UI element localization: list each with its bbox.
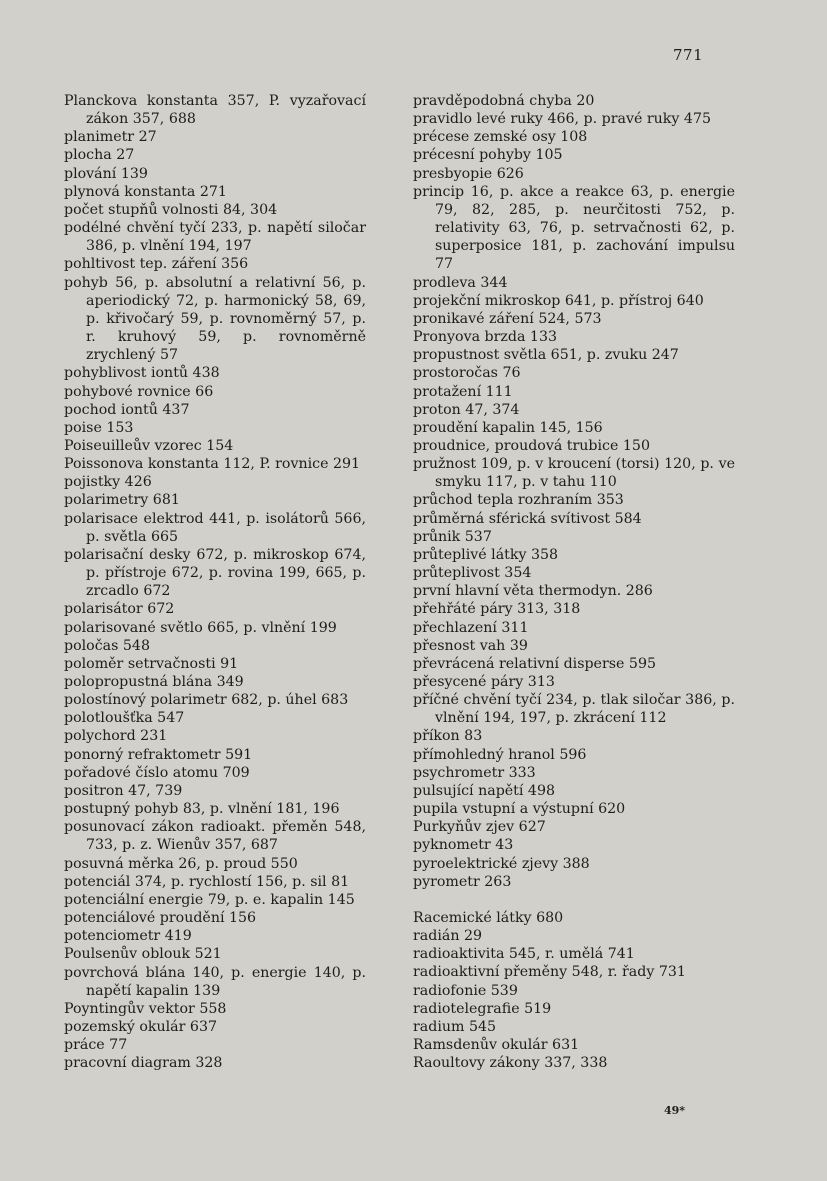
index-entry: pozemský okulár 637 [64, 1018, 217, 1035]
index-entry: potenciometr 419 [64, 928, 192, 945]
index-entry: radián 29 [413, 928, 483, 945]
index-entry: pravděpodobná chyba 20 [413, 93, 595, 109]
index-entry: radium 545 [413, 1018, 497, 1035]
index-entry: polarisační desky 672, p. mikroskop 674, p. přístroje 672, p. rovina 199, 665, p. zrcadlo 672 [64, 546, 366, 600]
index-entry: précesní pohyby 105 [413, 147, 563, 164]
index-entry: polychord 231 [64, 728, 168, 745]
index-entry: protažení 111 [413, 383, 513, 400]
index-entry: přechlazení 311 [413, 619, 529, 636]
index-entry: projekční mikroskop 641, p. přístroj 640 [413, 292, 704, 309]
index-entry: přesnost vah 39 [413, 637, 528, 654]
index-entry: poloměr setrvačnosti 91 [64, 655, 239, 672]
index-entry: presbyopie 626 [413, 165, 524, 182]
index-entry: proudnice, proudová trubice 150 [413, 437, 650, 454]
index-entry: průteplivé látky 358 [413, 546, 559, 563]
index-entry: Poyntingův vektor 558 [64, 1000, 227, 1017]
index-entry: poise 153 [64, 419, 134, 436]
index-entry: Planckova konstanta 357, P. vyzařovací zákon 357, 688 [64, 93, 366, 128]
index-entry: průteplivost 354 [413, 565, 532, 582]
index-entry: pochod iontů 437 [64, 401, 190, 418]
index-entry: příkon 83 [413, 728, 483, 745]
index-entry: pyrometr 263 [413, 873, 512, 890]
index-entry: potenciálové proudění 156 [64, 910, 257, 927]
index-entry: pulsující napětí 498 [413, 782, 556, 799]
index-entry: polarimetry 681 [64, 492, 180, 509]
index-entry: průchod tepla rozhraním 353 [413, 492, 624, 509]
index-entry: převrácená relativní disperse 595 [413, 655, 657, 672]
index-entry: psychrometr 333 [413, 764, 536, 781]
index-entry: postupný pohyb 83, p. vlnění 181, 196 [64, 801, 340, 818]
index-column-left [64, 92, 366, 1072]
index-entry: planimetr 27 [64, 129, 157, 146]
index-entry: Poiseuilleův vzorec 154 [64, 437, 234, 454]
index-entry: první hlavní věta thermodyn. 286 [413, 583, 653, 600]
index-entry: radioaktivní přeměny 548, r. řady 731 [413, 964, 686, 981]
index-entry: pořadové číslo atomu 709 [64, 764, 250, 781]
index-entry: ponorný refraktometr 591 [64, 746, 253, 763]
index-entry: počet stupňů volnosti 84, 304 [64, 201, 278, 218]
index-entry: propustnost světla 651, p. zvuku 247 [413, 347, 679, 364]
index-entry: poločas 548 [64, 637, 150, 654]
index-entry: pyknometr 43 [413, 837, 514, 854]
index-entry: Poulsenův oblouk 521 [64, 946, 222, 963]
index-entry: práce 77 [64, 1037, 128, 1054]
index-entry: Racemické látky 680 [413, 909, 564, 926]
index-entry: posunovací zákon radioakt. přeměn 548, 733, p. z. Wienův 357, 687 [64, 819, 366, 854]
index-entry: plování 139 [64, 165, 148, 182]
index-entry: proudění kapalin 145, 156 [413, 419, 603, 436]
index-entry: radioaktivita 545, r. umělá 741 [413, 946, 635, 963]
index-entry: positron 47, 739 [64, 782, 183, 799]
index-entry: pravidlo levé ruky 466, p. pravé ruky 475 [413, 111, 712, 128]
printer-signature-mark: 49* [664, 1104, 686, 1117]
index-entry: průměrná sférická svítivost 584 [413, 510, 642, 527]
index-entry: Purkyňův zjev 627 [413, 819, 546, 836]
index-entry: proton 47, 374 [413, 401, 520, 418]
index-entry: précese zemské osy 108 [413, 129, 588, 146]
index-entry: polopropustná blána 349 [64, 674, 244, 690]
index-entry: plocha 27 [64, 147, 135, 164]
index-entry: posuvná měrka 26, p. proud 550 [64, 855, 298, 872]
index-entry: plynová konstanta 271 [64, 183, 227, 200]
index-entry: přímohledný hranol 596 [413, 746, 587, 763]
index-entry: Pronyova brzda 133 [413, 329, 558, 346]
index-entry: povrchová blána 140, p. energie 140, p. napětí kapalin 139 [64, 964, 366, 999]
index-entry: pracovní diagram 328 [64, 1055, 223, 1072]
index-entry: pružnost 109, p. v kroucení (torsi) 120, p. ve smyku 117, p. v tahu 110 [413, 456, 735, 491]
index-entry: polotloušťka 547 [64, 710, 185, 727]
index-entry: potenciální energie 79, p. e. kapalin 145 [64, 891, 355, 908]
index-column-right [413, 92, 735, 1072]
index-entry: pohyb 56, p. absolutní a relativní 56, p. aperiodický 72, p. harmonický 58, 69, p. křivočarý 59, p. rovnoměrný 57, p. r. kruhový 59, p. rovnoměrně zrychlený 57 [64, 274, 366, 364]
index-entry: pohybové rovnice 66 [64, 383, 214, 400]
index-entry: Poissonova konstanta 112, P. rovnice 291 [64, 456, 361, 473]
index-entry: Ramsdenův okulár 631 [413, 1036, 580, 1053]
index-entry: princip 16, p. akce a reakce 63, p. energie 79, 82, 285, p. neurčitosti 752, p. relativity 63, 76, p. setrvačnosti 62, p. superposice 181, p. zachování impulsu 77 [413, 183, 735, 273]
index-entry: Raoultovy zákony 337, 338 [413, 1055, 608, 1072]
index-entry: přehřáté páry 313, 318 [413, 601, 581, 618]
index-entry: pohltivost tep. záření 356 [64, 256, 249, 273]
index-entry: polarisace elektrod 441, p. isolátorů 566, p. světla 665 [64, 510, 366, 545]
index-entry: pohyblivost iontů 438 [64, 365, 220, 382]
index-entry: pojistky 426 [64, 474, 152, 491]
index-entry: prodleva 344 [413, 274, 508, 291]
index-entry: příčné chvění tyčí 234, p. tlak siločar 386, p. vlnění 194, 197, p. zkrácení 112 [413, 692, 735, 727]
index-entry: pupila vstupní a výstupní 620 [413, 801, 626, 818]
index-entry: přesycené páry 313 [413, 674, 555, 690]
index-entry: polarisátor 672 [64, 601, 175, 618]
index-entry: pronikavé záření 524, 573 [413, 310, 602, 327]
index-entry: radiotelegrafie 519 [413, 1000, 552, 1017]
index-entry: polarisované světlo 665, p. vlnění 199 [64, 619, 337, 636]
index-entry: radiofonie 539 [413, 982, 518, 999]
index-entry: pyroelektrické zjevy 388 [413, 855, 590, 872]
index-entry: potenciál 374, p. rychlostí 156, p. sil 81 [64, 873, 350, 890]
index-entry: prostoročas 76 [413, 365, 521, 382]
index-entry: průnik 537 [413, 528, 492, 545]
page-number: 771 [673, 46, 704, 64]
index-entry: polostínový polarimetr 682, p. úhel 683 [64, 692, 349, 709]
index-entry: podélné chvění tyčí 233, p. napětí siločar 386, p. vlnění 194, 197 [64, 220, 366, 255]
